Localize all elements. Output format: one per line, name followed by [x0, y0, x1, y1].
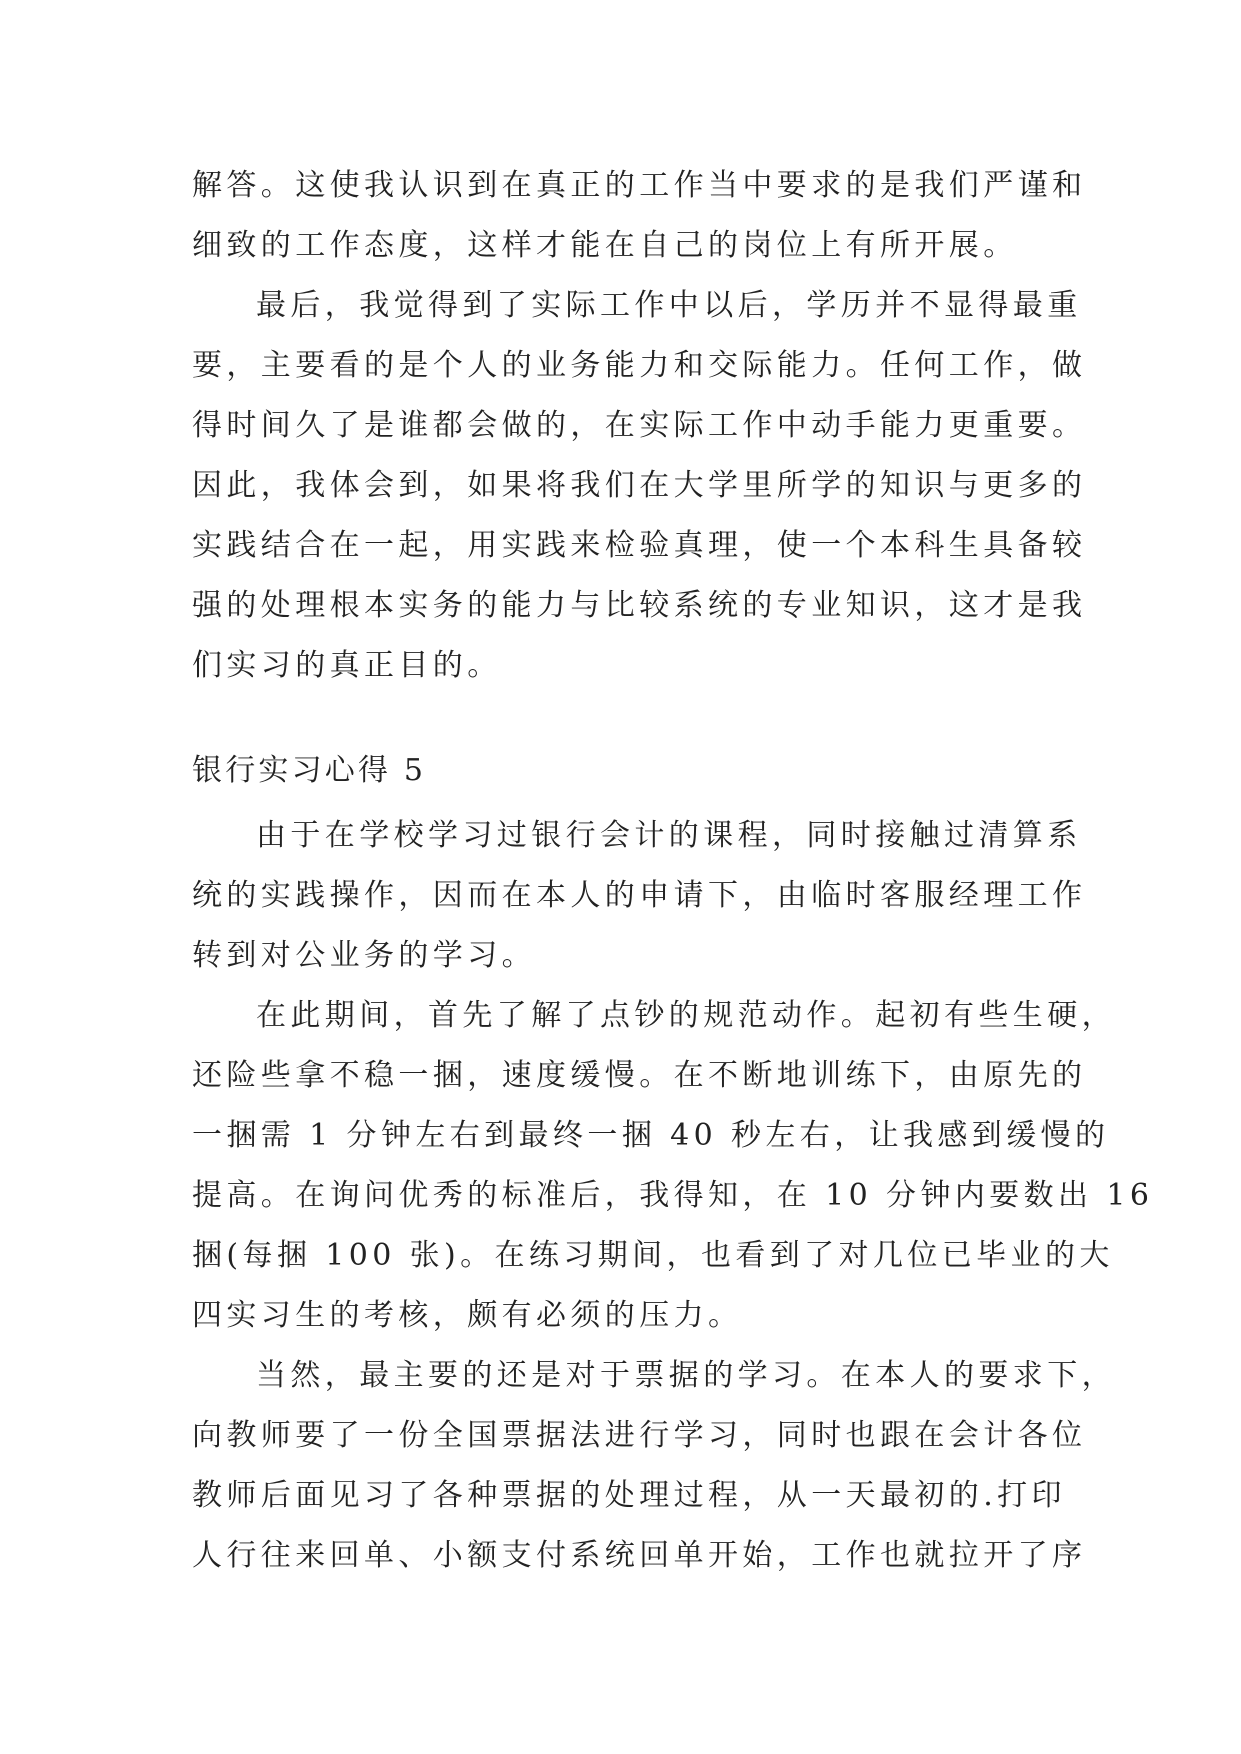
text-line: 四实习生的考核，颇有必须的压力。	[192, 1298, 743, 1333]
text-line: 教师后面见习了各种票据的处理过程，从一天最初的.打印	[192, 1478, 1066, 1513]
text-line: 人行往来回单、小额支付系统回单开始，工作也就拉开了序	[192, 1538, 1087, 1573]
text-line: 们实习的真正目的。	[192, 648, 502, 683]
text-line: 转到对公业务的学习。	[192, 938, 536, 973]
text-line: 细致的工作态度，这样才能在自己的岗位上有所开展。	[192, 228, 1018, 263]
text-line: 捆(每捆 100 张)。在练习期间，也看到了对几位已毕业的大	[192, 1238, 1114, 1273]
text-line: 一捆需 1 分钟左右到最终一捆 40 秒左右，让我感到缓慢的	[192, 1118, 1110, 1153]
text-line: 向教师要了一份全国票据法进行学习，同时也跟在会计各位	[192, 1418, 1087, 1453]
paragraph-start: 在此期间，首先了解了点钞的规范动作。起初有些生硬，	[256, 998, 1116, 1033]
paragraph-start: 当然，最主要的还是对于票据的学习。在本人的要求下，	[256, 1358, 1116, 1393]
text-line: 得时间久了是谁都会做的，在实际工作中动手能力更重要。	[192, 408, 1087, 443]
text-line: 提高。在询问优秀的标准后，我得知，在 10 分钟内要数出 16	[192, 1178, 1154, 1213]
text-line: 强的处理根本实务的能力与比较系统的专业知识，这才是我	[192, 588, 1087, 623]
text-line: 解答。这使我认识到在真正的工作当中要求的是我们严谨和	[192, 168, 1087, 203]
text-line: 实践结合在一起，用实践来检验真理，使一个本科生具备较	[192, 528, 1087, 563]
text-line: 还险些拿不稳一捆，速度缓慢。在不断地训练下，由原先的	[192, 1058, 1087, 1093]
section-heading: 银行实习心得 5	[192, 753, 427, 788]
text-line: 统的实践操作，因而在本人的申请下，由临时客服经理工作	[192, 878, 1087, 913]
text-line: 要，主要看的是个人的业务能力和交际能力。任何工作，做	[192, 348, 1087, 383]
paragraph-start: 最后，我觉得到了实际工作中以后，学历并不显得最重	[256, 288, 1082, 323]
paragraph-start: 由于在学校学习过银行会计的课程，同时接触过清算系	[256, 818, 1082, 853]
text-line: 因此，我体会到，如果将我们在大学里所学的知识与更多的	[192, 468, 1087, 503]
